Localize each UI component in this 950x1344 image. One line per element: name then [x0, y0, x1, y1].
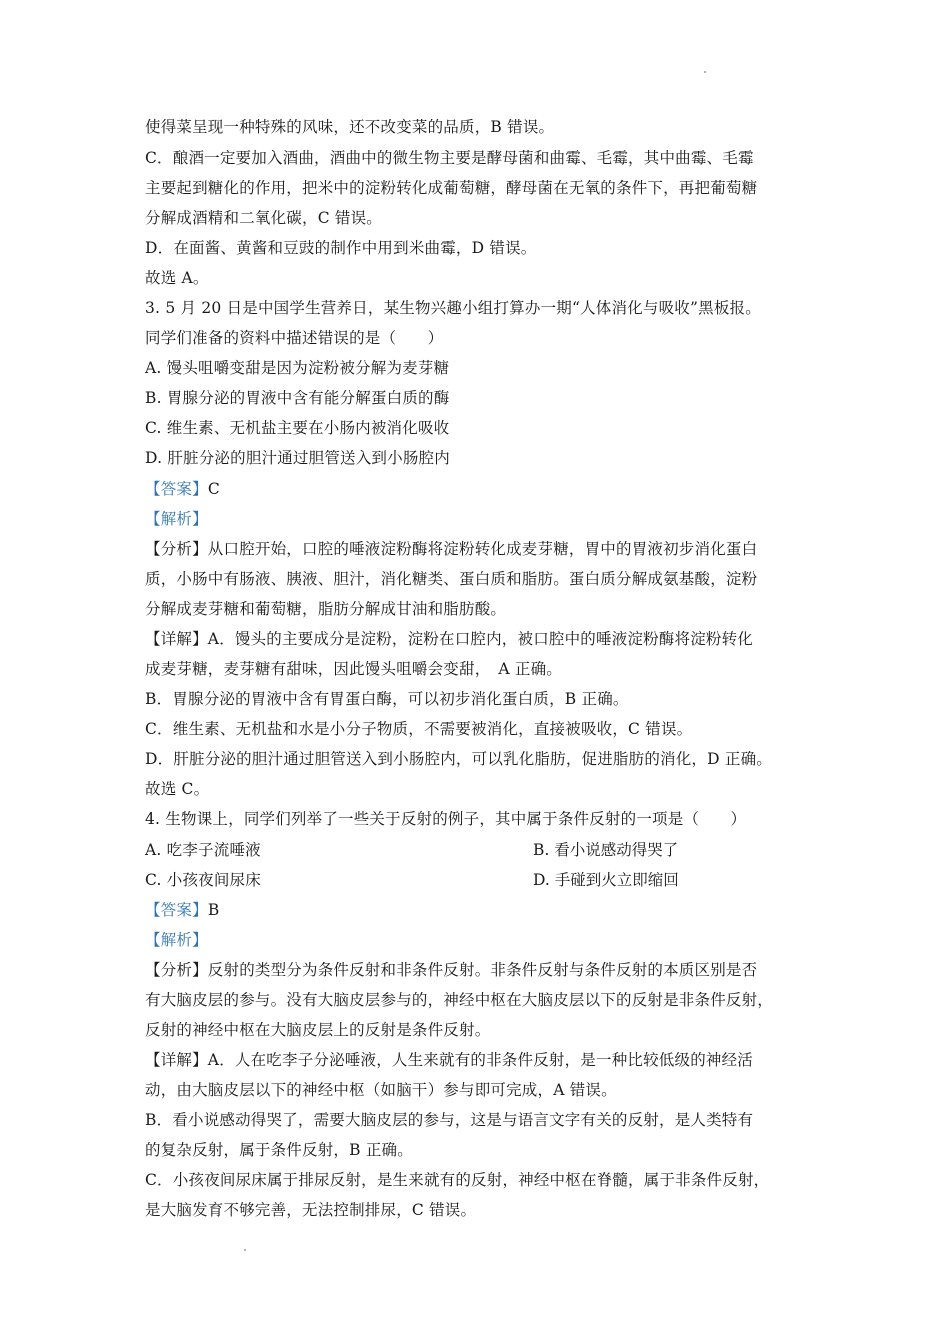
analysis-line: 【分析】从口腔开始，口腔的唾液淀粉酶将淀粉转化成麦芽糖，胃中的胃液初步消化蛋白	[145, 540, 758, 558]
question-3-option-b: B. 胃腺分泌的胃液中含有能分解蛋白质的酶	[145, 389, 450, 407]
question-3-stem: 3. 5 月 20 日是中国学生营养日，某生物兴趣小组打算办一期“人体消化与吸收”黑板报。	[145, 299, 761, 317]
analysis-line: 【详解】A．馒头的主要成分是淀粉，淀粉在口腔内，被口腔中的唾液淀粉酶将淀粉转化	[145, 630, 753, 648]
answer-tag: 【答案】	[145, 901, 208, 919]
analysis-line: 的复杂反射，属于条件反射，B 正确。	[145, 1141, 413, 1159]
question-3-stem: 同学们准备的资料中描述错误的是（ ）	[145, 329, 444, 347]
text-line: 主要起到糖化的作用，把米中的淀粉转化成葡萄糖，酵母菌在无氧的条件下，再把葡萄糖	[145, 179, 758, 197]
question-4-option-b: B. 看小说感动得哭了	[533, 841, 679, 859]
analysis-line: 成麦芽糖，麦芽糖有甜味，因此馒头咀嚼会变甜， A 正确。	[145, 660, 562, 678]
answer-value: B	[207, 901, 220, 919]
question-3-option-c: C. 维生素、无机盐主要在小肠内被消化吸收	[145, 419, 450, 437]
analysis-line: C．维生素、无机盐和水是小分子物质，不需要被消化，直接被吸收，C 错误。	[145, 720, 693, 738]
analysis-line: 质，小肠中有肠液、胰液、胆汁，消化糖类、蛋白质和脂肪。蛋白质分解成氨基酸，淀粉	[145, 570, 758, 588]
analysis-line: 反射的神经中枢在大脑皮层上的反射是条件反射。	[145, 1021, 491, 1039]
text-line: 分解成酒精和二氧化碳，C 错误。	[145, 209, 382, 227]
top-mark	[704, 71, 706, 73]
analysis-line: 有大脑皮层的参与。没有大脑皮层参与的，神经中枢在大脑皮层以下的反射是非条件反射，	[145, 991, 774, 1009]
text-line: 使得菜呈现一种特殊的风味，还不改变菜的品质，B 错误。	[145, 118, 555, 136]
text-line: D．在面酱、黄酱和豆豉的制作中用到米曲霉，D 错误。	[145, 239, 537, 257]
analysis-line: 【分析】反射的类型分为条件反射和非条件反射。非条件反射与条件反射的本质区别是否	[145, 961, 758, 979]
question-3-analysis-tag: 【解析】	[145, 510, 208, 528]
analysis-line: 故选 C。	[145, 780, 210, 798]
question-4-analysis-tag: 【解析】	[145, 931, 208, 949]
question-4-option-c: C. 小孩夜间尿床	[145, 871, 261, 889]
question-3-option-d: D. 肝脏分泌的胆汁通过胆管送入到小肠腔内	[145, 449, 450, 467]
question-4-stem: 4. 生物课上，同学们列举了一些关于反射的例子，其中属于条件反射的一项是（ ）	[145, 810, 747, 828]
answer-tag: 【答案】	[145, 480, 208, 498]
text-line: C．酿酒一定要加入酒曲，酒曲中的微生物主要是酵母菌和曲霉、毛霉，其中曲霉、毛霉	[145, 149, 754, 167]
analysis-line: B．胃腺分泌的胃液中含有胃蛋白酶，可以初步消化蛋白质，B 正确。	[145, 690, 629, 708]
bottom-mark	[244, 1249, 246, 1251]
answer-value: C	[207, 480, 220, 498]
analysis-line: 是大脑发育不够完善，无法控制排尿，C 错误。	[145, 1201, 477, 1219]
analysis-line: 【详解】A．人在吃李子分泌唾液，人生来就有的非条件反射，是一种比较低级的神经活	[145, 1051, 753, 1069]
analysis-line: D．肝脏分泌的胆汁通过胆管送入到小肠腔内，可以乳化脂肪，促进脂肪的消化，D 正确。	[145, 750, 772, 768]
text-line: 故选 A。	[145, 269, 209, 287]
question-3-option-a: A. 馒头咀嚼变甜是因为淀粉被分解为麦芽糖	[145, 359, 450, 377]
analysis-line: C．小孩夜间尿床属于排尿反射，是生来就有的反射，神经中枢在脊髓，属于非条件反射，	[145, 1171, 770, 1189]
question-4-answer	[145, 900, 810, 920]
analysis-line: 动，由大脑皮层以下的神经中枢（如脑干）参与即可完成，A 错误。	[145, 1081, 617, 1099]
analysis-line: 分解成麦芽糖和葡萄糖，脂肪分解成甘油和脂肪酸。	[145, 600, 507, 618]
question-4-option-d: D. 手碰到火立即缩回	[533, 871, 679, 889]
question-3-answer	[145, 479, 810, 499]
analysis-line: B．看小说感动得哭了，需要大脑皮层的参与，这是与语言文字有关的反射，是人类特有	[145, 1111, 754, 1129]
question-4-option-a: A. 吃李子流唾液	[145, 841, 261, 859]
